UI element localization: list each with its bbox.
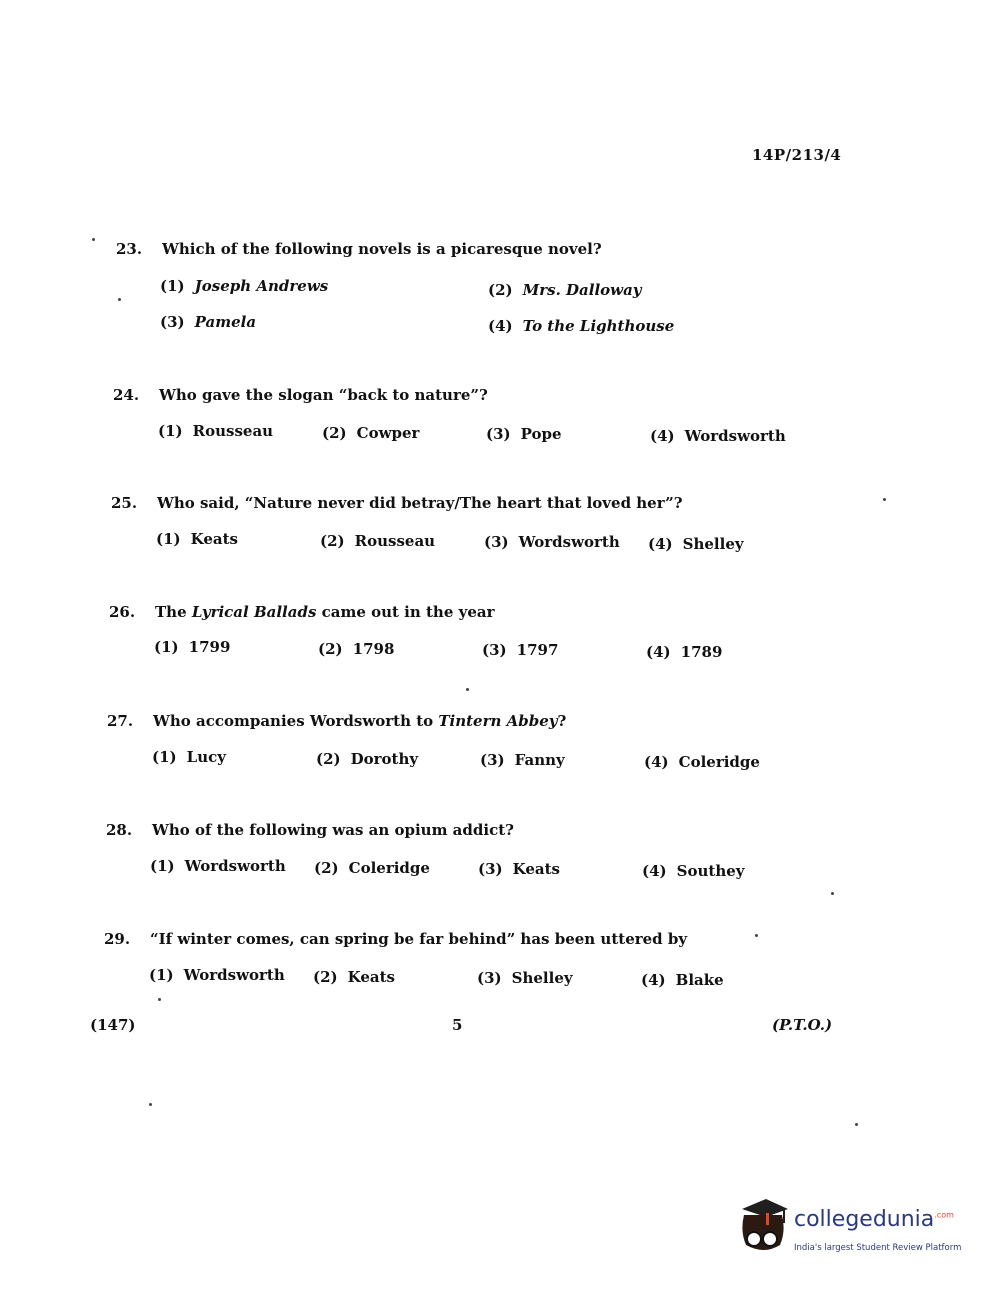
option: (3) Keats <box>478 860 560 878</box>
option: (4) Shelley <box>648 535 744 553</box>
question-number: 28. <box>106 821 133 839</box>
option: (4) Wordsworth <box>650 427 786 445</box>
scan-speck <box>831 892 834 895</box>
option: (2) 1798 <box>318 640 395 658</box>
question-text: Who gave the slogan “back to nature”? <box>159 386 488 404</box>
option: (4) Blake <box>641 971 724 989</box>
option: (1) 1799 <box>154 638 231 656</box>
option: (4) Coleridge <box>644 753 760 771</box>
option: (2) Coleridge <box>314 859 430 877</box>
question-text: The Lyrical Ballads came out in the year <box>155 603 495 621</box>
option: (1) Lucy <box>152 748 226 766</box>
scan-speck <box>149 1103 152 1106</box>
option: (3) Shelley <box>477 969 573 987</box>
option: (1) Wordsworth <box>149 966 285 984</box>
question-number: 24. <box>113 386 140 404</box>
collegedunia-logo <box>736 1195 966 1265</box>
option: (3) Wordsworth <box>484 533 620 551</box>
option: (3) Pamela <box>160 313 257 331</box>
option: (1) Keats <box>156 530 238 548</box>
option: (2) Dorothy <box>316 750 419 768</box>
scan-speck <box>118 298 121 301</box>
option: (2) Rousseau <box>320 532 436 550</box>
option: (4) To the Lighthouse <box>488 317 675 335</box>
question-number: 27. <box>107 712 134 730</box>
option: (2) Cowper <box>322 424 420 442</box>
scan-speck <box>92 238 95 241</box>
scan-speck <box>466 688 469 691</box>
option: (2) Keats <box>313 968 395 986</box>
option: (1) Joseph Andrews <box>160 277 329 295</box>
page-number: 5 <box>452 1016 463 1034</box>
question-number: 25. <box>111 494 138 512</box>
scan-speck <box>855 1123 858 1126</box>
option: (1) Wordsworth <box>150 857 286 875</box>
brand-tagline: India's largest Student Review Platform <box>794 1243 962 1253</box>
graduate-face-icon <box>736 1195 792 1257</box>
option: (4) 1789 <box>646 643 723 661</box>
question-text: Who accompanies Wordsworth to Tintern Abbey? <box>153 712 567 730</box>
brand-name: collegedunia$^{.com}$ <box>794 1207 954 1232</box>
scan-speck <box>755 934 758 937</box>
question-text: Who of the following was an opium addict? <box>152 821 514 839</box>
option: (3) Fanny <box>480 751 565 769</box>
scan-speck <box>883 498 886 501</box>
footer-code: (147) <box>90 1016 136 1034</box>
option: (3) 1797 <box>482 641 559 659</box>
question-number: 29. <box>104 930 131 948</box>
question-number: 23. <box>116 240 143 258</box>
question-number: 26. <box>109 603 136 621</box>
question-text: “If winter comes, can spring be far behind” has been uttered by <box>150 930 688 948</box>
option: (3) Pope <box>486 425 562 443</box>
scan-speck <box>158 998 161 1001</box>
option: (4) Southey <box>642 862 745 880</box>
paper-code: 14P/213/4 <box>752 146 842 164</box>
pto-label: (P.T.O.) <box>772 1016 833 1034</box>
question-text: Which of the following novels is a picaresque novel? <box>162 240 602 258</box>
question-text: Who said, “Nature never did betray/The heart that loved her”? <box>157 494 683 512</box>
option: (2) Mrs. Dalloway <box>488 281 642 299</box>
option: (1) Rousseau <box>158 422 274 440</box>
